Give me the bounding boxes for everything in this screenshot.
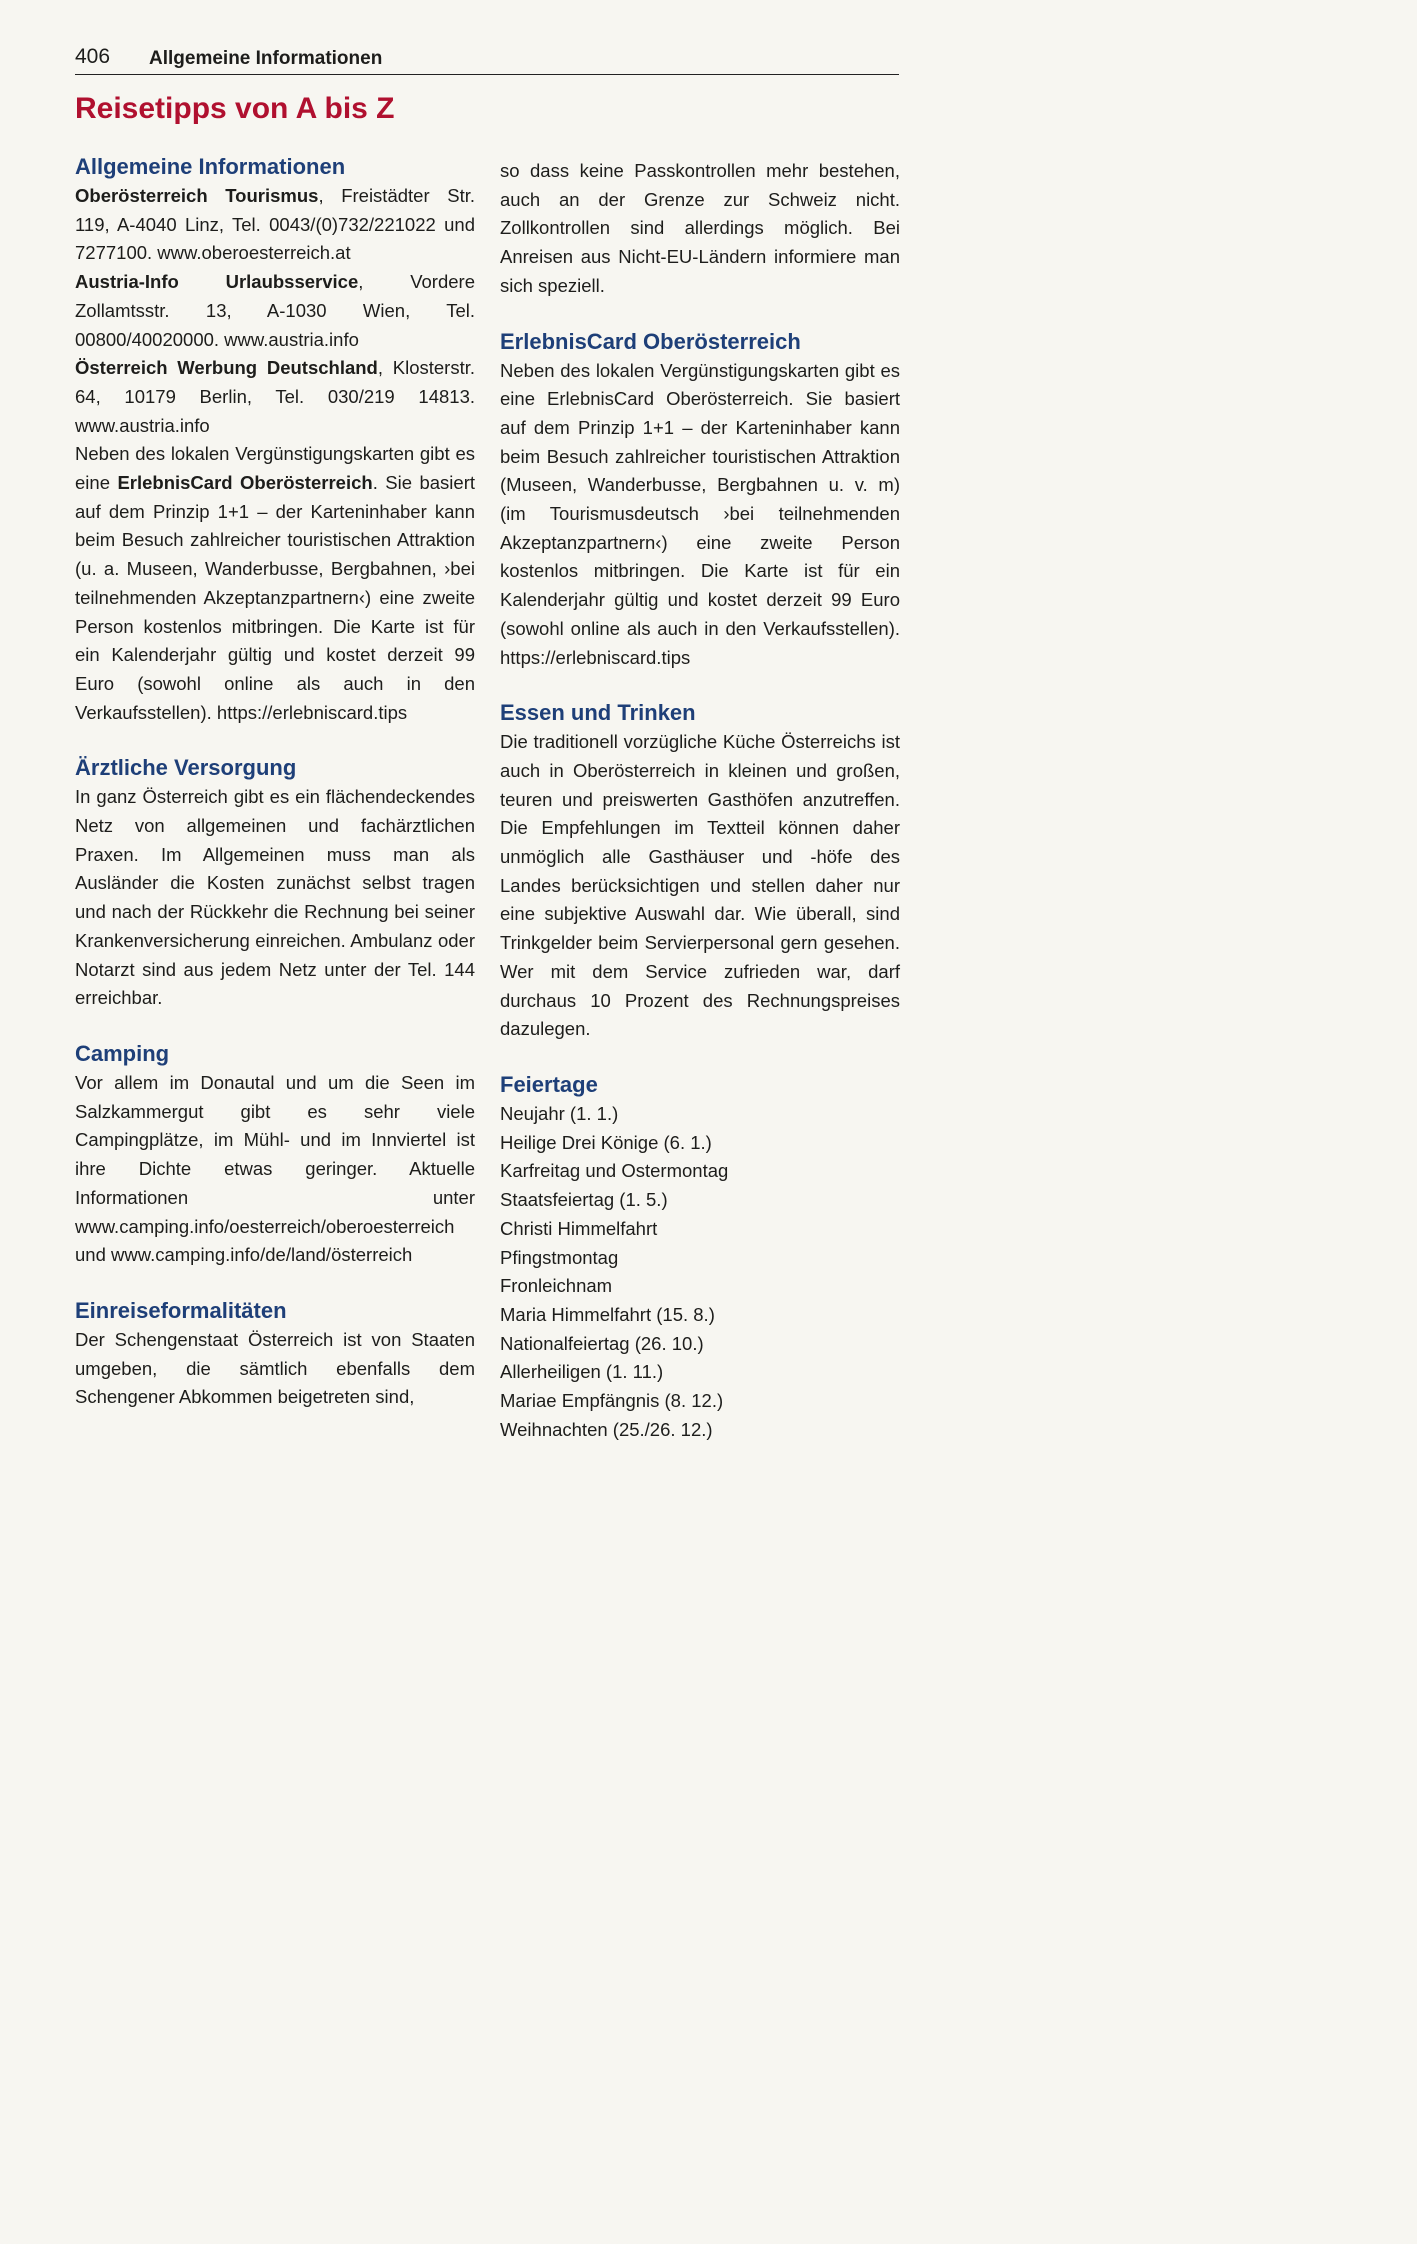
list-item: Nationalfeiertag (26. 10.) (500, 1332, 704, 1354)
entry-name: Austria-Info Urlaubsservice (75, 271, 359, 293)
entry-ooe-tourismus (75, 182, 475, 268)
list-item: Heilige Drei Könige (6. 1.) (500, 1131, 712, 1153)
holiday-list (500, 1100, 900, 1444)
entry-erlebniscard (75, 440, 475, 727)
entry-name: Oberösterreich Tourismus (75, 185, 319, 206)
entry-text: , Vordere Zollamtsstr. 13, A-1030 Wien, Tel. 00800/40020000. www.austria.info (75, 271, 475, 350)
section-text-einreise: Der Schengenstaat Österreich ist von Staaten umgeben, die sämtlich ebenfalls dem Schengener Abkommen beigetreten sind, (75, 1328, 475, 1408)
list-item: Mariae Empfängnis (8. 12.) (500, 1390, 724, 1412)
section-text-aerztlich: In ganz Österreich gibt es ein flächendeckendes Netz von allgemeinen und fachärztlichen Praxen. Im Allgemeinen muss man als Ausländer die Kosten zunächst selbst tragen und nach der Rückkehr die Rechnung bei seiner Krankenversicherung einreichen. Ambulanz oder Notarzt sind aus jedem Netz unter der Tel. 144 erreichbar. (75, 786, 475, 1009)
entry-text: . Sie basiert auf dem Prinzip 1+1 – der Karteninhaber kann beim Besuch zahlreicher touristischen Attraktion (u. a. Museen, Wanderbusse, Bergbahnen, ›bei teilnehmenden Akzeptanzpartnern‹) eine zweite Person kostenlos mitbringen. Die Karte ist für ein Kalenderjahr gültig und kostet derzeit 99 Euro (sowohl online als auch in den Verkaufsstellen). https://erlebniscard.tips (75, 472, 476, 723)
section-text-einreise-cont: so dass keine Passkontrollen mehr bestehen, auch an der Grenze zur Schweiz nicht. Zollkontrollen sind allerdings möglich. Bei Anreisen aus Nicht-EU-Ländern informiere man sich speziell. (500, 160, 900, 296)
section-heading-allgemein: Allgemeine Informationen (75, 154, 346, 179)
section-text-erlebniscard: Neben des lokalen Vergünstigungskarten gibt es eine ErlebnisCard Oberösterreich. Sie basiert auf dem Prinzip 1+1 – der Karteninhaber kann beim Besuch zahlreicher touristischen Attraktion (Museen, Wanderbusse, Bergbahnen u. v. m) (im Tourismusdeutsch ›bei teilnehmenden Akzeptanzpartnern‹) eine zweite Person kostenlos mitbringen. Die Karte ist für ein Kalenderjahr gültig und kostet derzeit 99 Euro (sowohl online als auch in den Verkaufsstellen). https://erlebniscard.tips (500, 359, 900, 668)
running-head: Allgemeine Informationen (149, 48, 383, 69)
left-column (75, 152, 475, 1412)
right-column (500, 157, 900, 1444)
page-title: Reisetipps von A bis Z (75, 92, 395, 125)
list-item: Weihnachten (25./26. 12.) (500, 1418, 713, 1440)
section-heading-aerztlich: Ärztliche Versorgung (75, 755, 297, 781)
list-item: Allerheiligen (1. 11.) (500, 1361, 664, 1383)
list-item: Karfreitag und Ostermontag (500, 1160, 729, 1182)
section-heading-erlebniscard: ErlebnisCard Oberösterreich (500, 328, 801, 354)
section-heading-einreise: Einreiseformalitäten (75, 1297, 287, 1323)
section-text-camping: Vor allem im Donautal und um die Seen im Salzkammergut gibt es sehr viele Campingplätze, im Mühl- und im Innviertel ist ihre Dichte etwas geringer. Aktuelle Informationen unter www.camping.info/oesterreich/oberoesterreich und www.camping.info/de/land/österreich (75, 1071, 475, 1266)
entry-text: Neben des lokalen Vergünstigungskarten gibt es eine (75, 443, 475, 494)
entry-name: Österreich Werbung Deutschland (75, 357, 378, 379)
list-item: Staatsfeiertag (1. 5.) (500, 1189, 668, 1211)
entry-text: , Klosterstr. 64, 10179 Berlin, Tel. 030/219 14813. www.austria.info (75, 357, 475, 436)
section-heading-camping: Camping (75, 1040, 170, 1066)
page-number: 406 (75, 45, 111, 68)
page-header (75, 44, 899, 75)
entry-name: ErlebnisCard Oberösterreich (117, 472, 373, 494)
entry-oesterreich-werbung (75, 354, 475, 440)
section-heading-feiertage: Feiertage (500, 1071, 598, 1097)
section-heading-essen: Essen und Trinken (500, 700, 696, 726)
entry-text: , Freistädter Str. 119, A-4040 Linz, Tel. 0043/(0)732/221022 und 7277100. www.oberoesterreich.at (75, 185, 475, 264)
list-item: Maria Himmelfahrt (15. 8.) (500, 1303, 715, 1325)
list-item: Neujahr (1. 1.) (500, 1102, 619, 1124)
section-text-essen: Die traditionell vorzügliche Küche Österreichs ist auch in Oberösterreich in kleinen und großen, teuren und preiswerten Gasthöfen anzutreffen. Die Empfehlungen im Textteil können daher unmöglich alle Gasthäuser und -höfe des Landes berücksichtigen und stellen daher nur eine subjektive Auswahl dar. Wie überall, sind Trinkgelder beim Servierpersonal gern gesehen. Wer mit dem Service zufrieden war, darf durchaus 10 Prozent des Rechnungspreises dazulegen. (500, 731, 900, 1040)
list-item: Fronleichnam (500, 1275, 613, 1297)
list-item: Pfingstmontag (500, 1246, 619, 1268)
list-item: Christi Himmelfahrt (500, 1217, 658, 1239)
entry-austria-info (75, 268, 475, 354)
